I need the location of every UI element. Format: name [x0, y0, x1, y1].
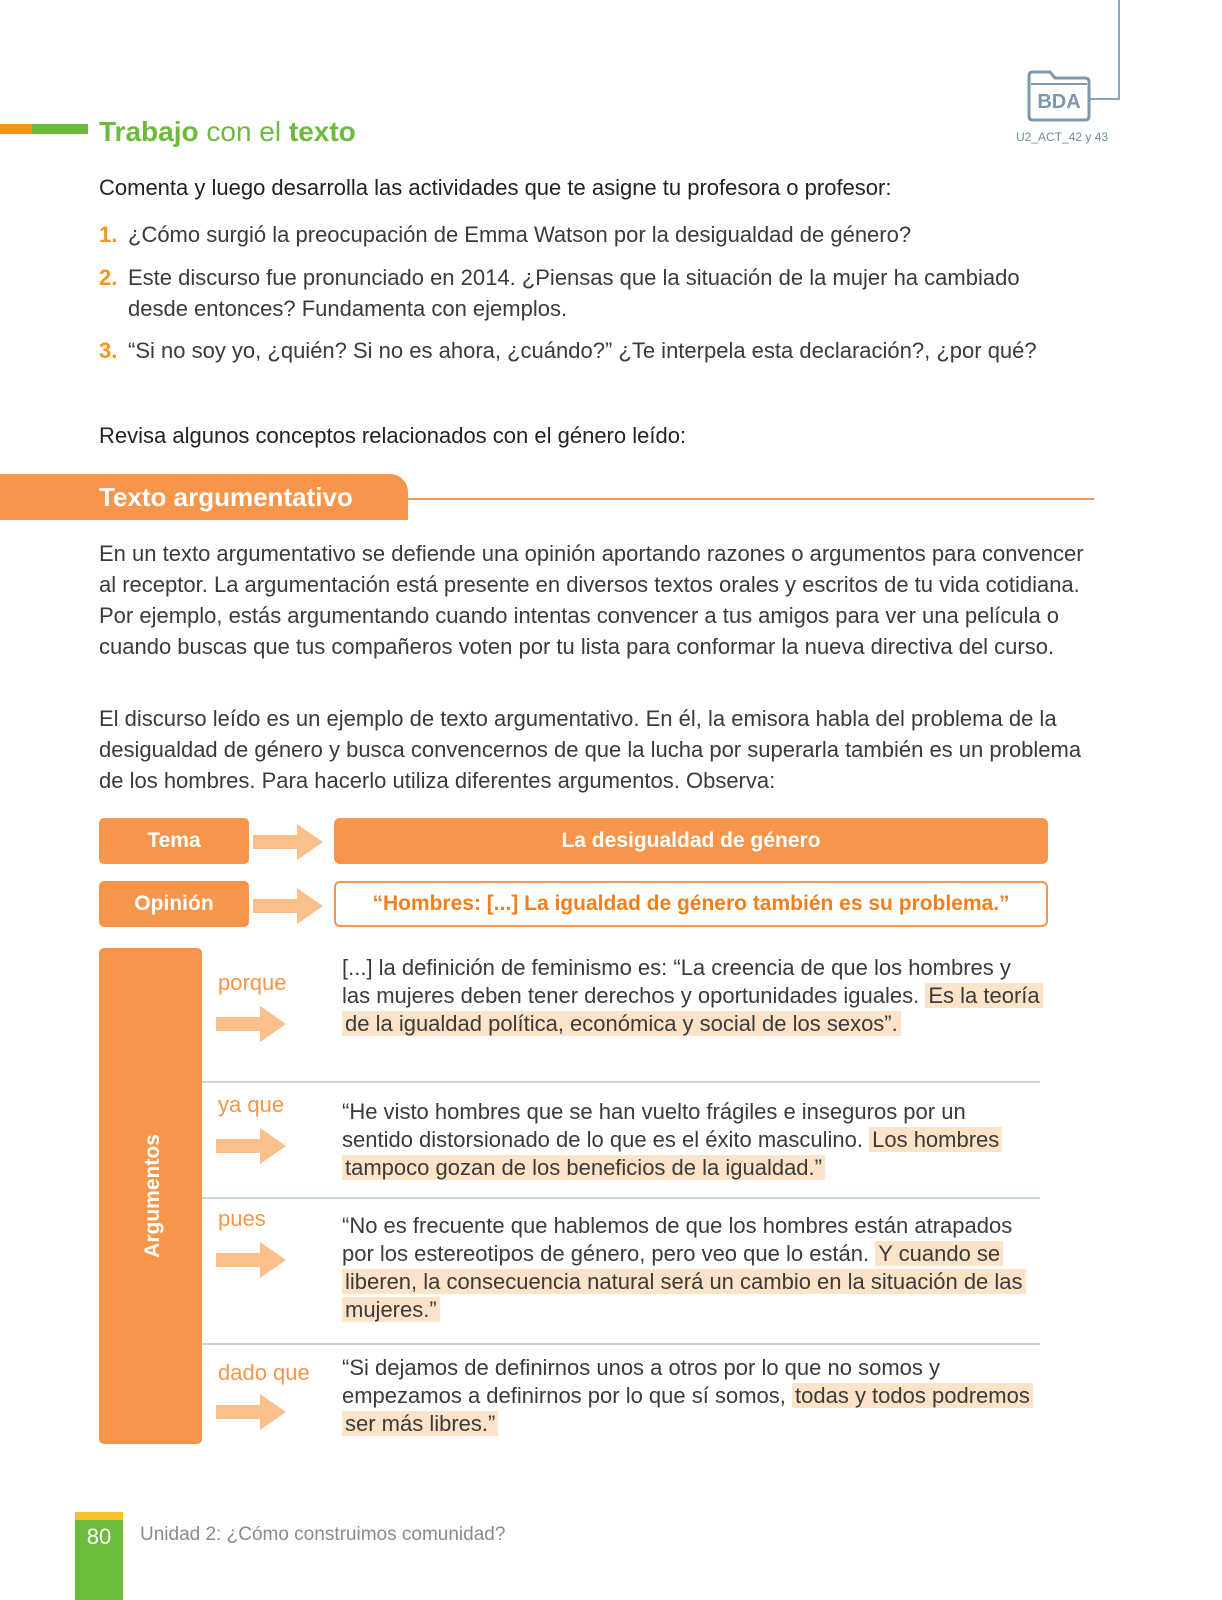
opinion-value: “Hombres: [...] La igualdad de género también es su problema.”	[372, 892, 1010, 915]
argument-separator	[202, 1343, 1040, 1345]
question-number: 1.	[99, 222, 118, 247]
connector-pues: pues	[218, 1206, 266, 1231]
argument-highlight: todas y todos podremos ser más libres.”	[342, 1383, 1033, 1436]
question-1	[99, 219, 1059, 250]
arrow-right-icon	[216, 1004, 288, 1044]
argument-separator	[202, 1081, 1040, 1083]
question-3	[99, 335, 1059, 366]
question-text: ¿Cómo surgió la preocupación de Emma Watson por la desigualdad de género?	[128, 222, 912, 247]
opinion-label-box	[99, 881, 249, 927]
argument-plain: “Si dejamos de definirnos unos a otros por lo que no somos y empezamos a definirnos por lo que sí somos,	[342, 1355, 940, 1408]
argument-highlight: Y cuando se liberen, la consecuencia natural será un cambio en la situación de las mujeres.”	[342, 1241, 1026, 1322]
connector-porque: porque	[218, 970, 287, 995]
arrow-right-icon	[216, 1392, 288, 1432]
page-number: 80	[86, 1524, 112, 1549]
header-accent-orange	[0, 124, 32, 134]
bda-connector-line	[1118, 0, 1120, 100]
argument-plain: [...] la definición de feminismo es: “La creencia de que los hombres y las mujeres deben tener derechos y oportunidades iguales.	[342, 955, 1011, 1008]
concept-banner-rule	[408, 498, 1094, 500]
opinion-value-box	[334, 881, 1048, 927]
arrow-right-icon	[216, 1126, 288, 1166]
argument-plain: “He visto hombres que se han vuelto frágiles e inseguros por un sentido distorsionado de lo que es el éxito masculino.	[342, 1099, 966, 1152]
bda-code: U2_ACT_42 y 43	[1016, 130, 1109, 144]
argument-text-4	[342, 1354, 1042, 1438]
question-2	[99, 262, 1059, 324]
tema-value-box	[334, 818, 1048, 864]
paragraph-definition: En un texto argumentativo se defiende una opinión aportando razones o argumentos para convencer al receptor. La argumentación está presente en diversos textos orales y escritos de tu vida cotidiana. Por ejemplo, estás argumentando cuando intentas convencer a tus amigos para ver una película o cuando buscas que tus compañeros voten por tu lista para conformar la nueva directiva del curso.	[99, 541, 1084, 659]
connector-dado-que: dado que	[218, 1360, 310, 1385]
tema-value: La desigualdad de género	[561, 829, 821, 852]
argument-separator	[202, 1197, 1040, 1199]
review-instruction: Revisa algunos conceptos relacionados con el género leído:	[99, 423, 687, 448]
section-title-part3: texto	[288, 116, 356, 147]
argument-text-1	[342, 954, 1042, 1038]
argument-highlight: Es la teoría de la igualdad política, económica y social de los sexos”.	[342, 983, 1043, 1036]
arrow-right-icon	[253, 886, 325, 926]
argument-highlight: Los hombres tampoco gozan de los beneficios de la igualdad.”	[342, 1127, 1002, 1180]
footer-unit-title: Unidad 2: ¿Cómo construimos comunidad?	[140, 1524, 506, 1545]
arguments-label: Argumentos	[141, 1134, 164, 1258]
argument-text-3	[342, 1212, 1042, 1324]
question-text: “Si no soy yo, ¿quién? Si no es ahora, ¿cuándo?” ¿Te interpela esta declaración?, ¿por qué?	[128, 338, 1037, 363]
connector-ya-que: ya que	[218, 1092, 285, 1117]
section-title	[99, 116, 356, 148]
paragraph-example: El discurso leído es un ejemplo de texto argumentativo. En él, la emisora habla del problema de la desigualdad de género y busca convencernos de que la lucha por superarla también es un problema de los hombres. Para hacerlo utiliza diferentes argumentos. Observa:	[99, 706, 1082, 793]
question-number: 3.	[99, 338, 118, 363]
intro-instruction: Comenta y luego desarrolla las actividades que te asigne tu profesora o profesor:	[99, 175, 892, 200]
question-text: Este discurso fue pronunciado en 2014. ¿Piensas que la situación de la mujer ha cambiado desde entonces? Fundamenta con ejemplos.	[128, 265, 1020, 321]
footer-accent-yellow	[75, 1512, 123, 1520]
concept-banner-title: Texto argumentativo	[99, 482, 353, 512]
bda-label: BDA	[1037, 91, 1081, 113]
bda-folder-icon[interactable]	[1026, 66, 1092, 122]
opinion-label: Opinión	[134, 892, 214, 915]
section-title-part2: con el	[198, 116, 289, 147]
arrow-right-icon	[253, 822, 325, 862]
tema-label: Tema	[147, 829, 201, 852]
arrow-right-icon	[216, 1240, 288, 1280]
header-accent-green	[32, 124, 88, 134]
argument-text-2	[342, 1098, 1042, 1182]
argument-plain: “No es frecuente que hablemos de que los hombres están atrapados por los estereotipos de género, pero veo que lo están.	[342, 1213, 1013, 1266]
tema-label-box	[99, 818, 249, 864]
section-title-part1: Trabajo	[99, 116, 199, 147]
question-number: 2.	[99, 265, 118, 290]
